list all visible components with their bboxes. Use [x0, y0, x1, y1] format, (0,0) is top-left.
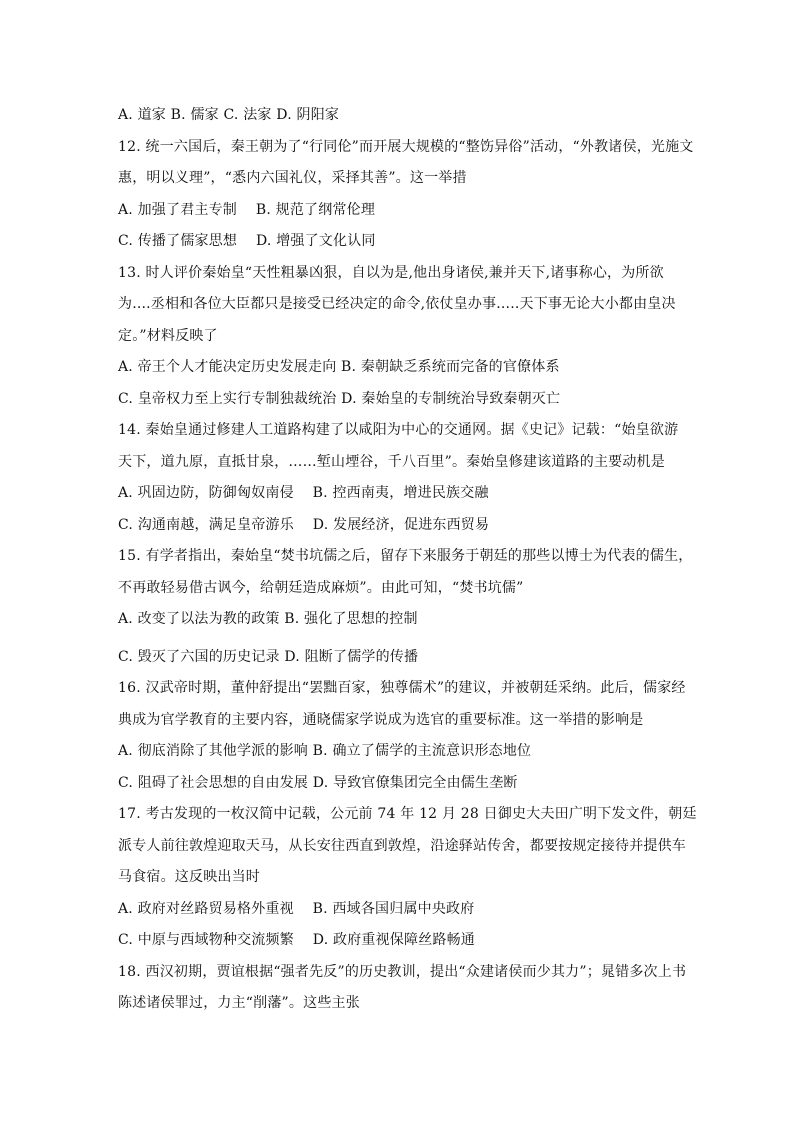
question-14-options: A. 巩固边防，防御匈奴南侵 B. 控西南夷，增进民族交融 [118, 485, 489, 501]
question-13-stem: 为....丞相和各位大臣都只是接受已经决定的命令,依仗皇办事.....天下事无论大小都由皇决 [118, 296, 676, 312]
question-13-options: C. 皇帝权力至上实行专制独裁统治 D. 秦始皇的专制统治导致秦朝灭亡 [118, 390, 561, 407]
question-12-options: C. 传播了儒家思想 D. 增强了文化认同 [118, 233, 376, 249]
question-15-options: C. 毁灭了六国的历史记录 D. 阻断了儒学的传播 [118, 648, 419, 665]
question-18-stem: 18. 西汉初期，贾谊根据“强者先反”的历史教训，提出“众建诸侯而少其力”；晁错多次上书 [118, 963, 687, 980]
question-16-options: C. 阻碍了社会思想的自由发展 D. 导致官僚集团完全由儒生垄断 [118, 774, 518, 791]
option-line: A. 道家 B. 儒家 C. 法家 D. 阴阳家 [118, 107, 340, 123]
question-17-stem: 17. 考古发现的一枚汉简中记载，公元前 74 年 12 月 28 日御史大夫田广明下发文件，朝廷 [118, 806, 697, 822]
question-17-stem: 派专人前往敦煌迎取天马，从长安往西直到敦煌，沿途驿站传舍，都要按规定接待并提供车 [118, 837, 686, 854]
question-12-options: A. 加强了君主专制 B. 规范了纲常伦理 [118, 201, 376, 218]
question-12-stem: 12. 统一六国后，秦王朝为了“行同伦”而开展大规模的“整饬异俗”活动，“外教诸侯，光施文 [118, 138, 694, 155]
question-16-stem: 16. 汉武帝时期，董仲舒提出“罢黜百家，独尊儒术”的建议，并被朝廷采纳。此后，儒家经 [118, 680, 686, 696]
question-16-stem: 典成为官学教育的主要内容，通晓儒家学说成为选官的重要标准。这一举措的影响是 [118, 711, 644, 728]
question-14-options: C. 沟通南越，满足皇帝游乐 D. 发展经济，促进东西贸易 [118, 516, 490, 533]
question-15-stem: 15. 有学者指出，秦始皇“焚书坑儒之后，留存下来服务于朝廷的那些以博士为代表的儒生， [118, 548, 693, 564]
question-18-stem: 陈述诸侯罪过，力主“削藩”。这些主张 [118, 995, 360, 1011]
question-14-stem: 天下，道九原，直抵甘泉，……堑山堙谷，千八百里”。秦始皇修建该道路的主要动机是 [118, 453, 665, 470]
question-15-stem: 不再敢轻易借古讽今，给朝廷造成麻烦”。由此可知，“焚书坑儒” [118, 579, 524, 596]
question-15-options: A. 改变了以法为教的政策 B. 强化了思想的控制 [118, 611, 418, 627]
question-17-options: C. 中原与西域物种交流频繁 D. 政府重视保障丝路畅通 [118, 932, 475, 948]
question-13-options: A. 帝王个人才能决定历史发展走向 B. 秦朝缺乏系统而完备的官僚体系 [118, 359, 560, 375]
question-14-stem: 14. 秦始皇通过修建人工道路构建了以咸阳为中心的交通网。据《史记》记载：“始皇欲游 [118, 422, 679, 438]
question-17-options: A. 政府对丝路贸易格外重视 B. 西域各国归属中央政府 [118, 900, 475, 917]
question-16-options: A. 彻底消除了其他学派的影响 B. 确立了儒学的主流意识形态地位 [118, 743, 532, 759]
question-13-stem: 13. 时人评价秦始皇“天性粗暴凶狠，自以为是,他出身诸侯,兼并天下,诸事称心，为所欲 [118, 264, 664, 281]
question-12-stem: 惠，明以义理”，“悉内六国礼仪，采择其善”。这一举措 [118, 170, 467, 186]
question-text-block [118, 100, 697, 1020]
question-17-stem: 马食宿。这反映出当时 [118, 869, 260, 885]
question-13-stem: 定。”材料反映了 [118, 327, 218, 344]
